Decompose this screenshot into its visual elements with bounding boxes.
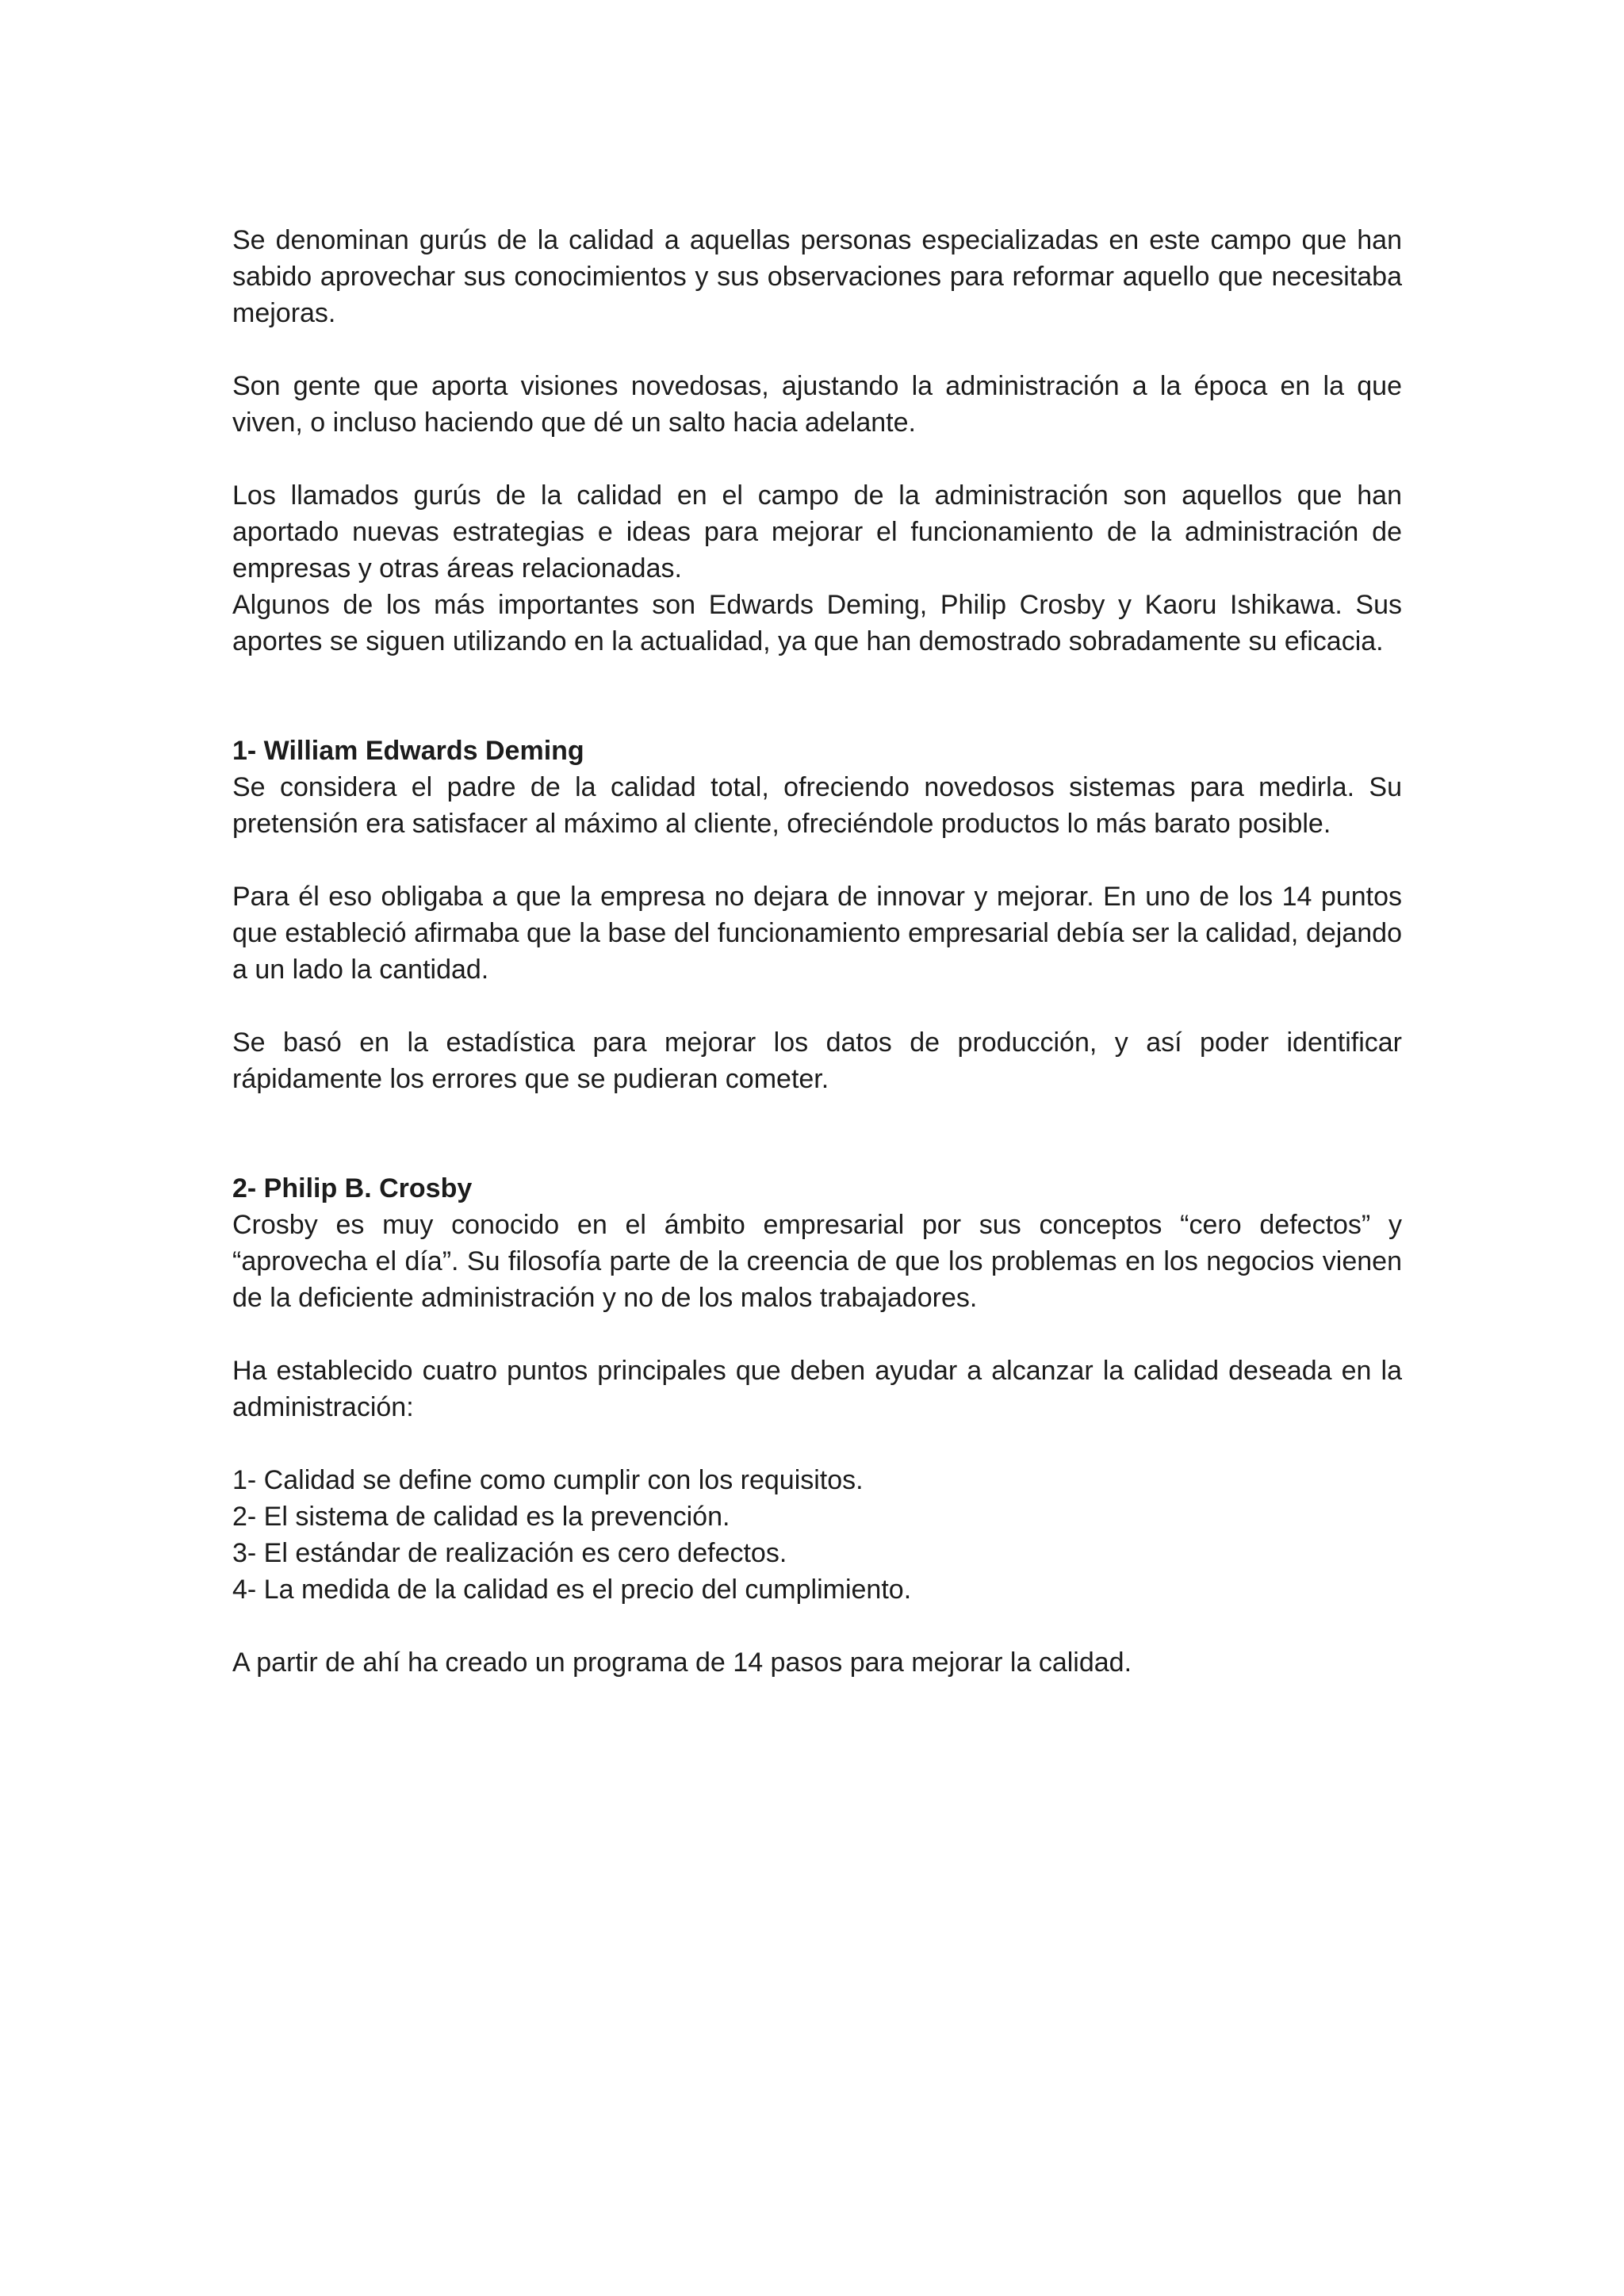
list-item: 4- La medida de la calidad es el precio del cumplimiento. [232,1575,912,1605]
crosby-paragraph-3: A partir de ahí ha creado un programa de 14 pasos para mejorar la calidad. [232,1647,1132,1678]
crosby-paragraph-2: Ha establecido cuatro puntos principales que deben ayudar a alcanzar la calidad deseada en la administración: [232,1356,1402,1422]
list-item: 1- Calidad se define como cumplir con los requisitos. [232,1465,864,1495]
deming-paragraph-3: Se basó en la estadística para mejorar los datos de producción, y así poder identificar rápidamente los errores que se pudieran cometer. [232,1027,1402,1094]
intro-paragraph-3: Los llamados gurús de la calidad en el campo de la administración son aquellos que han aportado nuevas estrategias e ideas para mejorar el funcionamiento de la administración de empresas y otras áreas relacionadas. [232,480,1402,584]
deming-paragraph-2: Para él eso obligaba a que la empresa no dejara de innovar y mejorar. En uno de los 14 puntos que estableció afirmaba que la base del funcionamiento empresarial debía ser la calidad, dejando a un lado la cantidad. [232,882,1402,985]
intro-paragraph-2: Son gente que aporta visiones novedosas, ajustando la administración a la época en la que viven, o incluso haciendo que dé un salto hacia adelante. [232,371,1402,438]
intro-paragraph-4: Algunos de los más importantes son Edwards Deming, Philip Crosby y Kaoru Ishikawa. Sus aportes se siguen utilizando en la actualidad, ya que han demostrado sobradamente su eficacia. [232,590,1402,656]
list-item: 3- El estándar de realización es cero defectos. [232,1538,787,1568]
deming-paragraph-1: Se considera el padre de la calidad total, ofreciendo novedosos sistemas para medirla. Su pretensión era satisfacer al máximo al cliente, ofreciéndole productos lo más barato posible. [232,772,1402,839]
crosby-paragraph-1: Crosby es muy conocido en el ámbito empresarial por sus conceptos “cero defectos” y “aprovecha el día”. Su filosofía parte de la creencia de que los problemas en los negocios vienen de la deficiente administración y no de los malos trabajadores. [232,1210,1402,1313]
section-spacer [232,696,1402,733]
intro-paragraph-1: Se denominan gurús de la calidad a aquellas personas especializadas en este campo que han sabido aprovechar sus conocimientos y sus observaciones para reformar aquello que necesitaba mejoras. [232,225,1402,328]
section-heading-deming: 1- William Edwards Deming [232,736,584,766]
document-body [232,222,1402,1717]
section-spacer [232,1134,1402,1170]
crosby-points-list [232,1462,1402,1608]
section-heading-crosby: 2- Philip B. Crosby [232,1173,473,1203]
list-item: 2- El sistema de calidad es la prevención. [232,1502,730,1532]
